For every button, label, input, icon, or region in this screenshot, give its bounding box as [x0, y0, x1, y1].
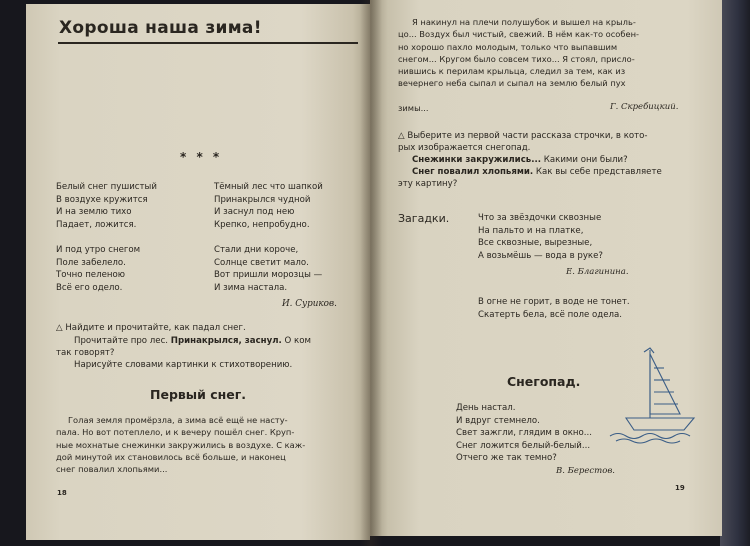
task-line-2	[74, 335, 311, 348]
riddle-author: Е. Благинина.	[566, 267, 629, 277]
story-line: дой минутой их становилось всё больше, и наконец	[56, 451, 286, 462]
poem-col1-stanza2	[56, 244, 140, 294]
task-line-4	[412, 166, 662, 179]
riddle-line: Все сквозные, вырезные,	[478, 238, 593, 248]
task-text: Выберите из первой части рассказа строчки, в кото-	[407, 131, 648, 141]
poem-line: Вот пришли морозцы —	[214, 270, 323, 280]
sailboat-drawing	[604, 346, 708, 444]
story-line: снег повалил хлопьями...	[56, 464, 168, 475]
poem-author: В. Берестов.	[556, 466, 615, 476]
poem-line: Стали дни короче,	[214, 245, 299, 255]
story-line: пала. Но вот потеплело, и к вечеру пошёл снег. Круп-	[56, 427, 295, 438]
poem-line: Снег ложится белый-белый...	[456, 440, 591, 451]
poem-line: Крепко, непробудно.	[214, 219, 310, 230]
task-text: Найдите и прочитайте, как падал снег.	[65, 323, 246, 333]
story-line: Я накинул на плечи полушубок и вышел на крыль-	[412, 17, 636, 27]
task-bold: Снежинки закружились...	[412, 155, 542, 165]
poem-line: И под утро снегом	[56, 245, 141, 255]
page-number: 19	[675, 484, 685, 492]
story-line: вечернего неба сыпал и сыпал на землю белый пух	[398, 78, 626, 89]
waves	[610, 434, 690, 439]
book-cover-edge	[720, 0, 750, 546]
riddle-1	[478, 212, 603, 262]
poem-line: Свет зажгли, глядим в окно...	[456, 428, 592, 438]
task-line-3: так говорят?	[56, 348, 115, 358]
poem-col1-stanza1	[56, 181, 157, 231]
riddle-line: А возьмёшь — вода в руке?	[478, 250, 603, 261]
poem-line: Поле забелело.	[56, 257, 126, 268]
poem-line: Падает, ложится.	[56, 219, 137, 230]
task-text: Прочитайте про лес.	[74, 336, 169, 346]
poem-line: И заснул под нею	[214, 207, 295, 217]
story-text	[56, 414, 305, 475]
task-line-4: Нарисуйте словами картинки к стихотворению.	[74, 360, 293, 370]
left-page	[26, 4, 370, 540]
task-line-1	[398, 130, 648, 143]
riddle-line: Скатерть бела, всё поле одела.	[478, 309, 622, 320]
right-page	[370, 0, 722, 536]
poem-col2-stanza2	[214, 244, 322, 294]
poem-line: И вдруг стемнело.	[456, 415, 540, 426]
hull	[626, 418, 694, 430]
story-line: нившись к перилам крыльца, следил за тем, как из	[398, 66, 626, 77]
poem-line: Всё его одело.	[56, 282, 123, 293]
riddle-line: В огне не горит, в воде не тонет.	[478, 297, 630, 307]
poem-snegopad	[456, 402, 592, 465]
story-continuation	[398, 16, 639, 90]
task-line-1	[56, 322, 246, 335]
title-underline	[58, 42, 358, 44]
poem-line: Солнце светит мало.	[214, 257, 309, 268]
story-line: цо... Воздух был чистый, свежий. В нём как-то особен-	[398, 29, 640, 40]
story-line: снегом... Кругом было совсем тихо... Я стоял, присло-	[398, 53, 635, 64]
poem-line: Точно пеленою	[56, 270, 125, 280]
book-spine	[360, 0, 382, 546]
task-line-3	[412, 154, 628, 167]
task-bold: Принакрылся, заснул.	[170, 336, 282, 346]
task-line-5: эту картину?	[398, 179, 458, 189]
sail	[650, 354, 680, 414]
story-author: Г. Скребицкий.	[610, 102, 679, 112]
poem-line: И зима настала.	[214, 282, 288, 293]
poem-line: В воздухе кружится	[56, 194, 148, 205]
task-text: О ком	[284, 336, 311, 346]
poem-line: День настал.	[456, 403, 516, 413]
poem-author: И. Суриков.	[282, 299, 337, 309]
riddle-2	[478, 296, 630, 321]
page-title: Хороша наша зима!	[59, 18, 262, 38]
poem-col2-stanza1	[214, 181, 323, 231]
triangle-icon: △	[398, 131, 405, 141]
task-text: Какими они были?	[543, 155, 628, 165]
story-last-line: зимы...	[398, 103, 429, 113]
section-title: Первый снег.	[150, 387, 247, 402]
poem-line: И на землю тихо	[56, 207, 132, 217]
poem-title: Снегопад.	[507, 374, 581, 389]
task-text: Как вы себе представляете	[535, 167, 662, 177]
poem-line: Принакрылся чудной	[214, 194, 311, 205]
riddle-line: На пальто и на платке,	[478, 225, 584, 236]
page-number: 18	[57, 489, 67, 497]
story-line: Голая земля промёрзла, а зима всё ещё не насту-	[68, 415, 288, 425]
task-bold: Снег повалил хлопьями.	[412, 167, 534, 177]
asterisks: * * *	[180, 150, 223, 164]
triangle-icon: △	[56, 323, 63, 333]
riddle-line: Что за звёздочки сквозные	[478, 213, 602, 223]
story-line: ные мохнатые снежинки закружились в воздухе. С каж-	[56, 439, 306, 450]
poem-line: Отчего же так темно?	[456, 453, 557, 463]
task-line-2: рых изображается снегопад.	[398, 143, 531, 153]
poem-line: Белый снег пушистый	[56, 182, 157, 192]
poem-line: Тёмный лес что шапкой	[214, 182, 323, 192]
riddles-label: Загадки.	[398, 212, 450, 225]
story-line: но хорошо пахло молодым, только что выпавшим	[398, 41, 618, 52]
